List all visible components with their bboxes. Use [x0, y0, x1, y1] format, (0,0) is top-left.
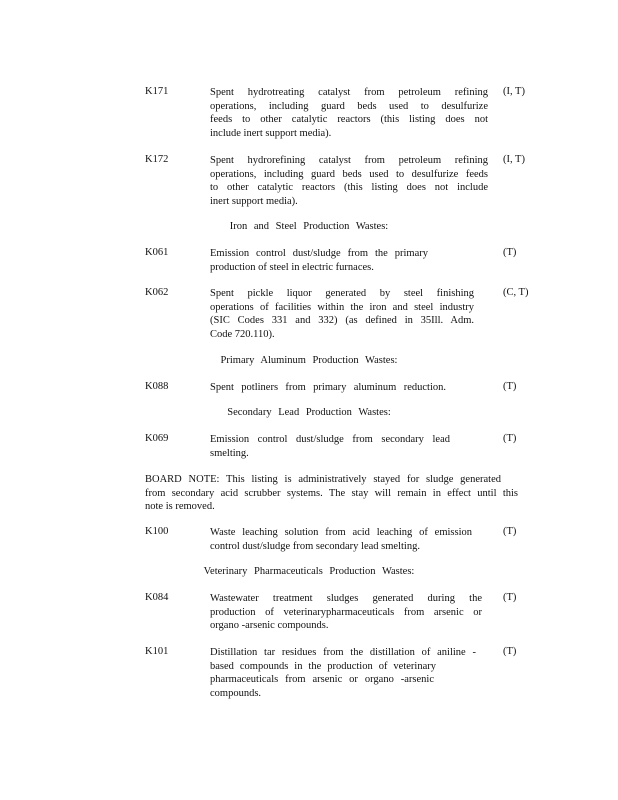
- waste-description: [210, 646, 476, 700]
- hazard-code: (C, T): [503, 287, 529, 298]
- description-line: inert support media).: [210, 195, 298, 207]
- hazard-code: (I, T): [503, 86, 525, 97]
- description-line: pharmaceuticals from arsenic or organo -arsenic: [210, 674, 434, 686]
- hazard-code: (I, T): [503, 154, 525, 165]
- board-note-line: BOARD NOTE: This listing is administratively stayed for sludge generated: [145, 474, 501, 485]
- waste-description: [210, 526, 472, 553]
- board-note-line: note is removed.: [145, 501, 215, 513]
- description-line: production of steel in electric furnaces.: [210, 261, 374, 273]
- description-line: smelting.: [210, 447, 249, 459]
- waste-description: [210, 592, 482, 633]
- hazard-code: (T): [503, 592, 517, 603]
- description-line: Spent hydrorefining catalyst from petroleum refining: [210, 155, 488, 166]
- waste-description: [210, 381, 446, 395]
- waste-code: K062: [145, 287, 169, 298]
- section-heading: Secondary Lead Production Wastes:: [227, 407, 391, 418]
- waste-code: K069: [145, 433, 169, 444]
- waste-code: K171: [145, 86, 169, 97]
- description-line: Spent potliners from primary aluminum reduction.: [210, 382, 446, 393]
- description-line: to other catalytic reactors (this listing does not include: [210, 182, 488, 194]
- description-line: Emission control dust/sludge from the primary: [210, 248, 428, 259]
- description-line: operations, including guard beds used to desulfurize: [210, 100, 488, 112]
- waste-code: K100: [145, 526, 169, 537]
- hazard-code: (T): [503, 433, 517, 444]
- waste-description: [210, 86, 488, 140]
- description-line: control dust/sludge from secondary lead smelting.: [210, 540, 420, 552]
- waste-code: K172: [145, 154, 169, 165]
- description-line: compounds.: [210, 687, 262, 699]
- section-heading: Veterinary Pharmaceuticals Production Wastes:: [203, 566, 415, 577]
- description-line: operations, including guard beds used to desulfurize feeds: [210, 168, 488, 180]
- description-line: operations of facilities within the iron and steel industry: [210, 301, 474, 313]
- description-line: Emission control dust/sludge from secondary lead: [210, 434, 450, 445]
- waste-description: [210, 287, 474, 341]
- hazard-code: (T): [503, 247, 517, 258]
- section-heading: Iron and Steel Production Wastes:: [229, 221, 389, 232]
- waste-description: [210, 433, 450, 460]
- waste-code: K101: [145, 646, 169, 657]
- section-heading: Primary Aluminum Production Wastes:: [220, 355, 398, 366]
- board-note: [145, 473, 518, 514]
- description-line: Distillation tar residues from the distillation of aniline -: [210, 647, 476, 658]
- description-line: include inert support media).: [210, 127, 332, 139]
- description-line: Wastewater treatment sludges generated during the: [210, 593, 482, 604]
- waste-description: [210, 154, 488, 208]
- waste-code: K084: [145, 592, 169, 603]
- hazard-code: (T): [503, 381, 517, 392]
- description-line: organo -arsenic compounds.: [210, 620, 329, 632]
- description-line: Spent hydrotreating catalyst from petroleum refining: [210, 87, 488, 98]
- waste-code: K088: [145, 381, 169, 392]
- description-line: (SIC Codes 331 and 332) (as defined in 35Ill. Adm.: [210, 315, 474, 327]
- board-note-line: from secondary acid scrubber systems. The stay will remain in effect until this: [145, 487, 518, 499]
- description-line: production of veterinarypharmaceuticals from arsenic or: [210, 606, 482, 618]
- description-line: feeds to other catalytic reactors (this listing does not: [210, 114, 488, 126]
- description-line: Spent pickle liquor generated by steel finishing: [210, 288, 474, 299]
- description-line: Code 720.110).: [210, 328, 275, 340]
- hazard-code: (T): [503, 526, 517, 537]
- waste-description: [210, 247, 428, 274]
- description-line: based compounds in the production of veterinary: [210, 660, 436, 672]
- waste-code: K061: [145, 247, 169, 258]
- description-line: Waste leaching solution from acid leaching of emission: [210, 527, 472, 538]
- hazard-code: (T): [503, 646, 517, 657]
